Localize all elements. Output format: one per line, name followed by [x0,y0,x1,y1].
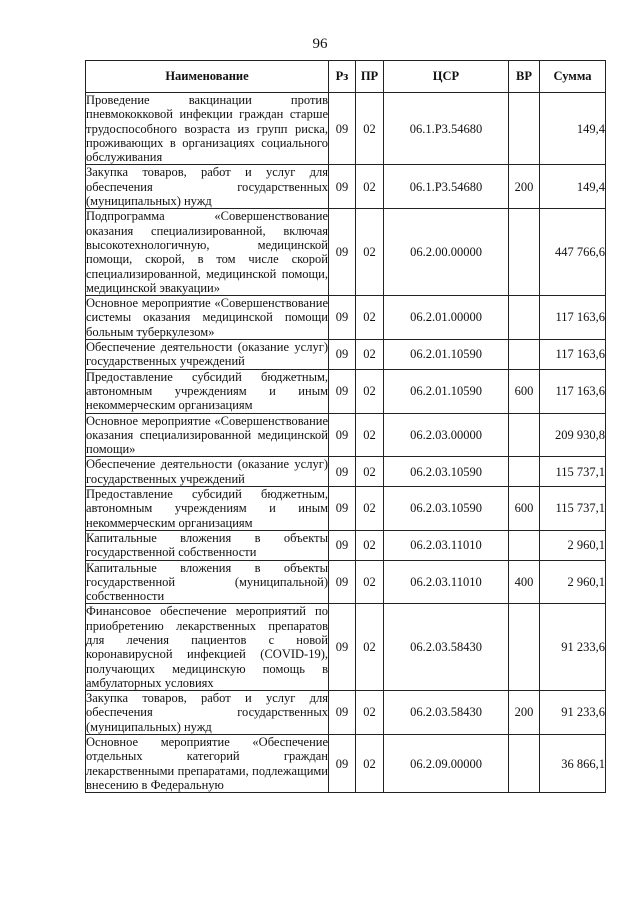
row-vr: 200 [509,691,540,735]
row-sum: 91 233,6 [540,604,606,691]
row-rz: 09 [329,296,356,340]
row-name: Закупка товаров, работ и услуг для обеспечения государственных (муниципальных) нужд [86,165,328,209]
row-rz: 09 [329,604,356,691]
row-sum: 115 737,1 [540,487,606,531]
row-name: Финансовое обеспечение мероприятий по приобретению лекарственных препаратов для лечения пациентов с новой коронавирусной инфекцией (COVID-19), получающих медицинскую помощь в амбулаторных условиях [86,604,328,690]
row-pr: 02 [356,413,384,457]
row-csr: 06.2.03.10590 [384,457,509,487]
row-rz: 09 [329,530,356,560]
row-rz: 09 [329,735,356,793]
row-name: Капитальные вложения в объекты государственной собственности [86,530,328,560]
row-name: Основное мероприятие «Совершенствование системы оказания медицинской помощи больным туберкулезом» [86,296,328,339]
row-pr: 02 [356,209,384,296]
row-name: Обеспечение деятельности (оказание услуг) государственных учреждений [86,457,328,486]
row-sum: 2 960,1 [540,560,606,604]
row-rz: 09 [329,487,356,531]
row-name: Основное мероприятие «Совершенствование оказания специализированной медицинской помощи» [86,413,328,457]
row-sum: 209 930,8 [540,413,606,457]
row-vr: 200 [509,165,540,209]
table-row [86,487,606,531]
row-pr: 02 [356,735,384,793]
table-row [86,340,606,370]
row-vr [509,209,540,296]
row-pr: 02 [356,369,384,413]
row-name: Предоставление субсидий бюджетным, автономным учреждениям и иным некоммерческим организациям [86,369,328,413]
table-header-row [86,61,606,93]
row-vr [509,457,540,487]
row-vr: 400 [509,560,540,604]
table-row [86,93,606,165]
table-row [86,530,606,560]
header-csr: ЦСР [384,61,509,93]
row-rz: 09 [329,93,356,165]
row-sum: 117 163,6 [540,369,606,413]
row-sum: 149,4 [540,165,606,209]
row-csr: 06.2.01.10590 [384,369,509,413]
row-csr: 06.2.09.00000 [384,735,509,793]
row-sum: 36 866,1 [540,735,606,793]
row-pr: 02 [356,530,384,560]
row-sum: 91 233,6 [540,691,606,735]
row-name: Предоставление субсидий бюджетным, автономным учреждениям и иным некоммерческим организациям [86,487,328,530]
row-rz: 09 [329,457,356,487]
row-pr: 02 [356,691,384,735]
row-sum: 117 163,6 [540,340,606,370]
header-name: Наименование [86,61,329,93]
table-row [86,413,606,457]
row-pr: 02 [356,340,384,370]
row-rz: 09 [329,413,356,457]
row-csr: 06.2.03.11010 [384,560,509,604]
row-csr: 06.2.03.58430 [384,691,509,735]
row-name: Закупка товаров, работ и услуг для обеспечения государственных (муниципальных) нужд [86,691,328,734]
header-vr: ВР [509,61,540,93]
row-csr: 06.2.01.10590 [384,340,509,370]
row-csr: 06.2.03.11010 [384,530,509,560]
table-row [86,369,606,413]
row-pr: 02 [356,457,384,487]
row-name: Обеспечение деятельности (оказание услуг) государственных учреждений [86,340,328,369]
row-pr: 02 [356,604,384,691]
row-vr [509,296,540,340]
row-csr: 06.2.03.00000 [384,413,509,457]
row-vr [509,93,540,165]
row-csr: 06.1.P3.54680 [384,165,509,209]
row-pr: 02 [356,165,384,209]
row-rz: 09 [329,165,356,209]
row-rz: 09 [329,340,356,370]
row-pr: 02 [356,487,384,531]
row-rz: 09 [329,209,356,296]
header-sum: Сумма [540,61,606,93]
table-row [86,209,606,296]
row-name: Проведение вакцинации против пневмококковой инфекции граждан старше трудоспособного возраста из групп риска, проживающих в организациях социального обслуживания [86,93,328,165]
budget-table [85,60,606,793]
row-vr: 600 [509,487,540,531]
row-name: Подпрограмма «Совершенствование оказания специализированной, включая высокотехнологичную, медицинской помощи, скорой, в том числе скорой специализированной, медицинской помощи, медицинской эвакуации» [86,209,328,295]
row-pr: 02 [356,560,384,604]
row-sum: 2 960,1 [540,530,606,560]
row-rz: 09 [329,560,356,604]
row-pr: 02 [356,93,384,165]
table-row [86,604,606,691]
row-name: Капитальные вложения в объекты государственной (муниципальной) собственности [86,560,328,604]
row-csr: 06.2.01.00000 [384,296,509,340]
row-sum: 117 163,6 [540,296,606,340]
table-row [86,296,606,340]
header-pr: ПР [356,61,384,93]
page-number: 96 [312,36,328,52]
row-vr [509,735,540,793]
table-row [86,691,606,735]
row-vr: 600 [509,369,540,413]
row-sum: 149,4 [540,93,606,165]
table-row [86,165,606,209]
row-sum: 115 737,1 [540,457,606,487]
row-name: Основное мероприятие «Обеспечение отдельных категорий граждан лекарственными препаратами, подлежащими внесению в Федеральную [86,735,328,792]
row-csr: 06.2.00.00000 [384,209,509,296]
row-csr: 06.2.03.10590 [384,487,509,531]
row-pr: 02 [356,296,384,340]
table-row [86,735,606,793]
row-rz: 09 [329,369,356,413]
row-rz: 09 [329,691,356,735]
row-sum: 447 766,6 [540,209,606,296]
row-vr [509,530,540,560]
table-row [86,560,606,604]
table-row [86,457,606,487]
row-vr [509,340,540,370]
row-csr: 06.2.03.58430 [384,604,509,691]
row-vr [509,413,540,457]
header-rz: Рз [329,61,356,93]
row-vr [509,604,540,691]
row-csr: 06.1.P3.54680 [384,93,509,165]
